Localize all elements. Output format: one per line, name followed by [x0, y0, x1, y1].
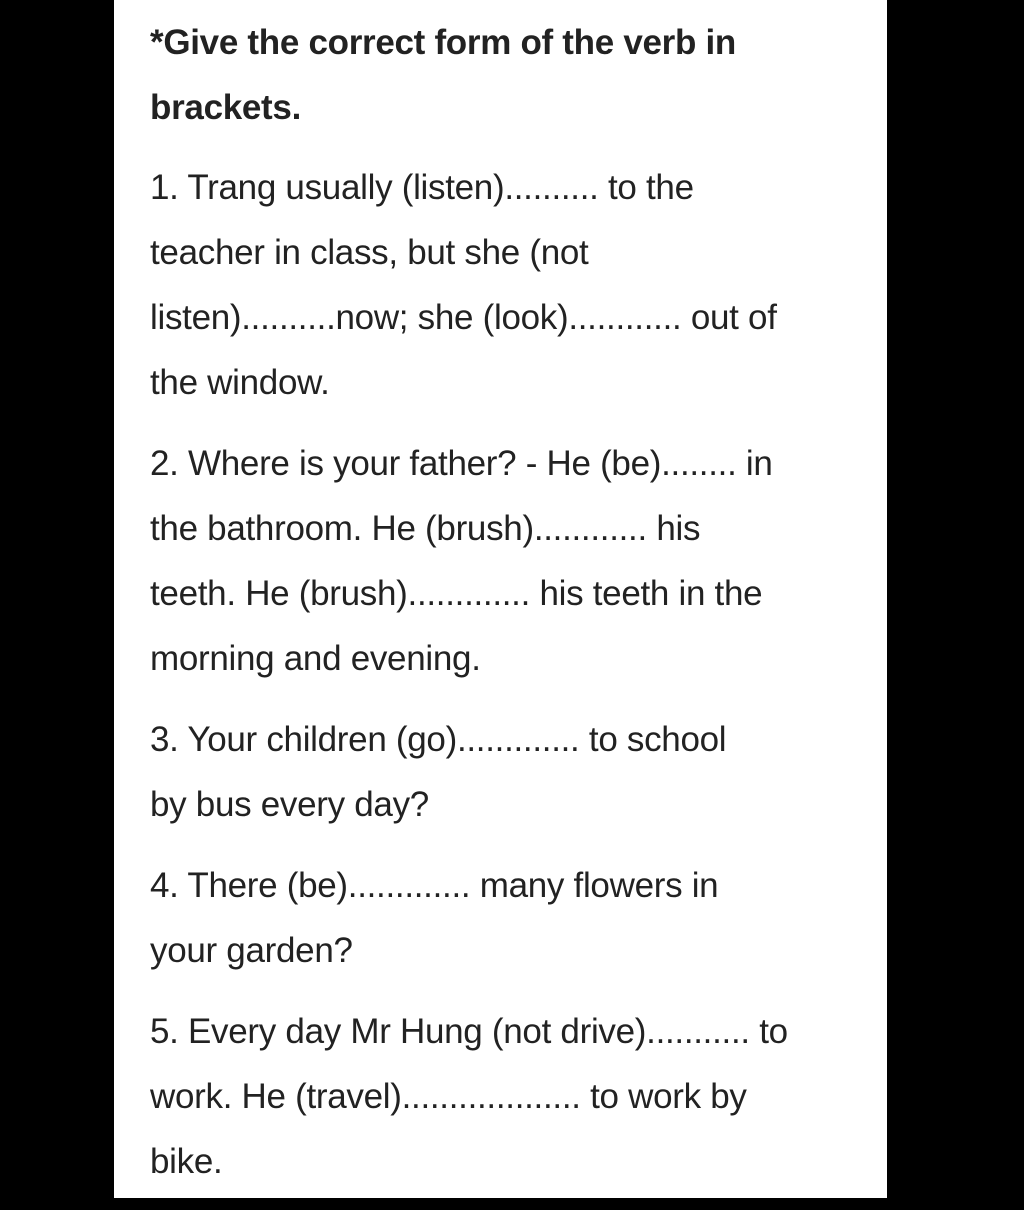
question-line: the window. — [150, 363, 330, 402]
question-line: your garden? — [150, 931, 353, 970]
question-line: by bus every day? — [150, 785, 429, 824]
question-line: teeth. He (brush)............. his teeth in the — [150, 574, 763, 613]
title-line: *Give the correct form of the verb in — [150, 23, 736, 62]
question-line: 3. Your children (go)............. to school — [150, 720, 727, 759]
question-4 — [150, 853, 855, 983]
question-line: 2. Where is your father? - He (be)........ in — [150, 444, 773, 483]
exercise-title — [150, 10, 855, 140]
question-1 — [150, 155, 855, 415]
question-2 — [150, 431, 855, 691]
question-line: work. He (travel)................... to work by — [150, 1077, 747, 1116]
question-5 — [150, 999, 855, 1194]
exercise-content — [150, 10, 855, 1210]
question-line: bike. — [150, 1142, 223, 1181]
question-line: teacher in class, but she (not — [150, 233, 589, 272]
question-line: the bathroom. He (brush)............ his — [150, 509, 701, 548]
question-line: 1. Trang usually (listen).......... to the — [150, 168, 694, 207]
question-line: morning and evening. — [150, 639, 481, 678]
question-line: 4. There (be)............. many flowers in — [150, 866, 719, 905]
question-line: listen)..........now; she (look)............ out of — [150, 298, 777, 337]
question-3 — [150, 707, 855, 837]
question-line: 5. Every day Mr Hung (not drive)........... to — [150, 1012, 788, 1051]
title-line: brackets. — [150, 88, 302, 127]
document-page — [114, 0, 887, 1198]
